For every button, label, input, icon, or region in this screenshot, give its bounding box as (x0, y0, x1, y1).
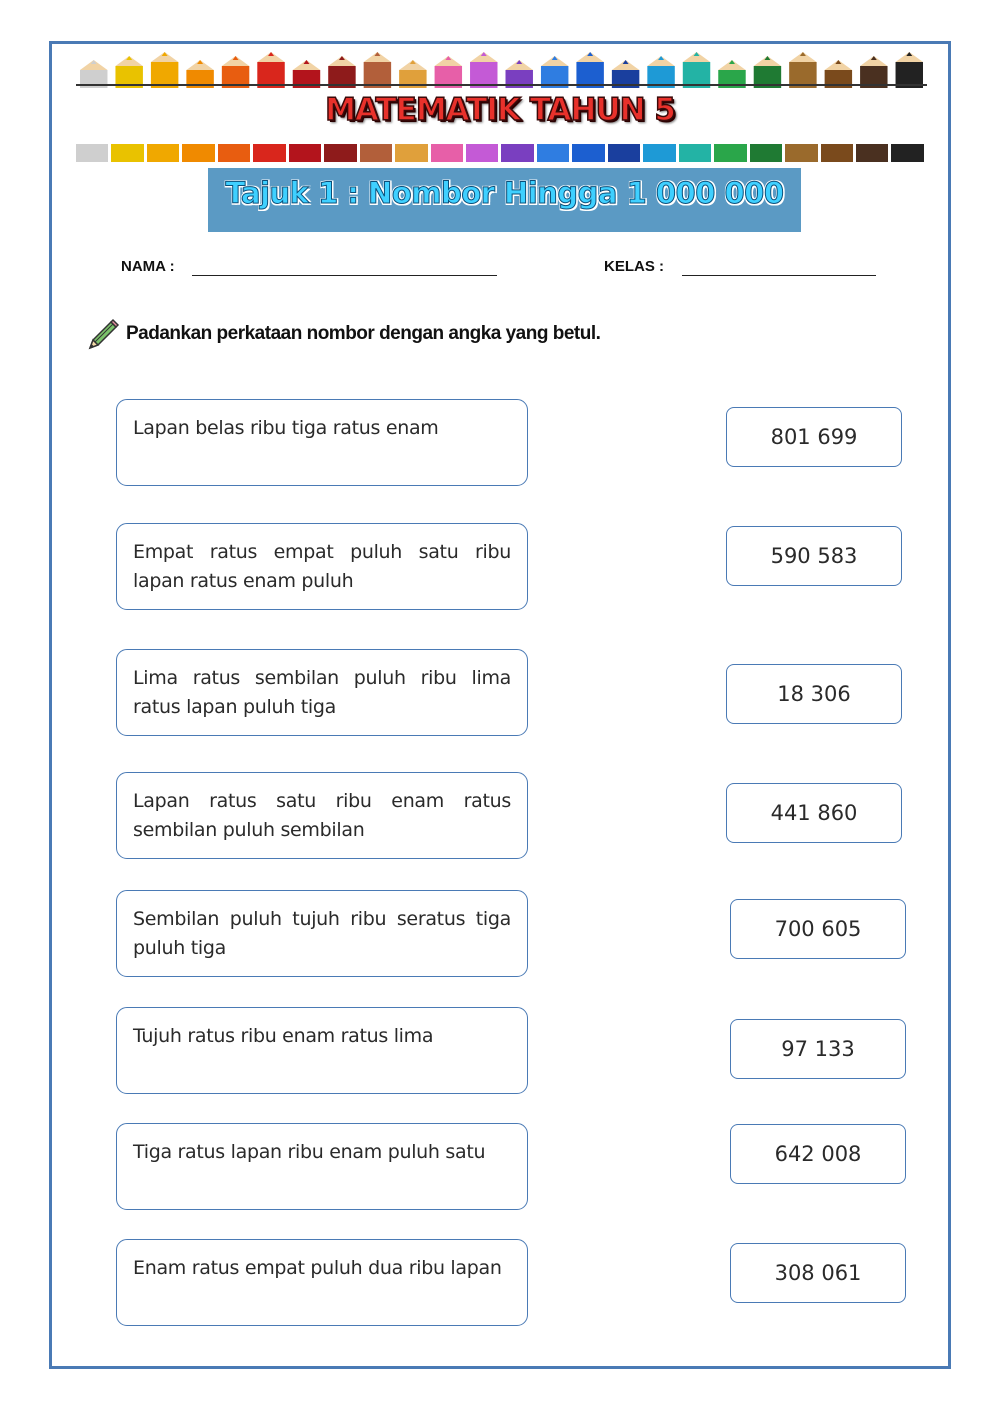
number-box-6[interactable]: 97 133 (730, 1019, 906, 1079)
word-box-8[interactable] (116, 1239, 528, 1326)
word-box-6[interactable] (116, 1007, 528, 1094)
word-text: Tiga ratus lapan ribu enam puluh satu (133, 1141, 486, 1163)
color-swatch (147, 144, 179, 162)
word-text: Enam ratus empat puluh dua ribu lapan (133, 1257, 502, 1279)
word-box-2[interactable] (116, 523, 528, 610)
number-box-1[interactable]: 801 699 (726, 407, 902, 467)
subtitle: Tajuk 1 : Nombor Hingga 1 000 000 (225, 176, 784, 210)
name-field[interactable] (192, 275, 497, 276)
number-box-7[interactable]: 642 008 (730, 1124, 906, 1184)
color-swatch (76, 144, 108, 162)
color-swatch (643, 144, 675, 162)
number-box-5[interactable]: 700 605 (730, 899, 906, 959)
color-swatch (714, 144, 746, 162)
pencil-row-top (76, 48, 927, 88)
pencil-icon (86, 318, 120, 352)
color-swatch (466, 144, 498, 162)
color-swatch (679, 144, 711, 162)
pencil-icon (789, 52, 816, 88)
color-swatch (218, 144, 250, 162)
color-swatch (572, 144, 604, 162)
pencil-icon (683, 52, 710, 88)
pencil-icon (257, 52, 284, 88)
word-text: Lapan ratus satu ribu enam ratus sembilan puluh sembilan (133, 790, 511, 841)
number-box-2[interactable]: 590 583 (726, 526, 902, 586)
color-swatch (182, 144, 214, 162)
class-field[interactable] (682, 275, 876, 276)
color-swatch (289, 144, 321, 162)
pencil-icon (364, 52, 391, 88)
word-text: Lima ratus sembilan puluh ribu lima ratus lapan puluh tiga (133, 667, 511, 718)
pencil-icon (470, 52, 497, 88)
color-swatch (821, 144, 853, 162)
color-swatch (395, 144, 427, 162)
color-swatch (856, 144, 888, 162)
class-label: KELAS : (604, 258, 664, 275)
color-swatch (253, 144, 285, 162)
word-box-7[interactable] (116, 1123, 528, 1210)
instruction-text: Padankan perkataan nombor dengan angka yang betul. (126, 323, 601, 344)
color-swatch (501, 144, 533, 162)
pencil-row-bottom (76, 144, 927, 162)
color-swatch (537, 144, 569, 162)
pencil-icon (576, 52, 603, 88)
pencil-icon (896, 52, 923, 88)
color-swatch (111, 144, 143, 162)
number-box-8[interactable]: 308 061 (730, 1243, 906, 1303)
word-text: Empat ratus empat puluh satu ribu lapan ratus enam puluh (133, 541, 511, 592)
color-swatch (785, 144, 817, 162)
color-swatch (431, 144, 463, 162)
word-box-1[interactable] (116, 399, 528, 486)
word-box-5[interactable] (116, 890, 528, 977)
word-text: Lapan belas ribu tiga ratus enam (133, 417, 439, 439)
number-box-3[interactable]: 18 306 (726, 664, 902, 724)
color-swatch (750, 144, 782, 162)
word-text: Tujuh ratus ribu enam ratus lima (133, 1025, 434, 1047)
word-text: Sembilan puluh tujuh ribu seratus tiga puluh tiga (133, 908, 511, 959)
color-swatch (360, 144, 392, 162)
pencil-icon (151, 52, 178, 88)
color-swatch (608, 144, 640, 162)
word-box-3[interactable] (116, 649, 528, 736)
color-swatch (891, 144, 923, 162)
pencil-baseline (76, 84, 927, 86)
color-swatch (324, 144, 356, 162)
number-box-4[interactable]: 441 860 (726, 783, 902, 843)
word-box-4[interactable] (116, 772, 528, 859)
main-title: MATEMATIK TAHUN 5 (325, 92, 675, 128)
name-label: NAMA : (121, 258, 175, 275)
